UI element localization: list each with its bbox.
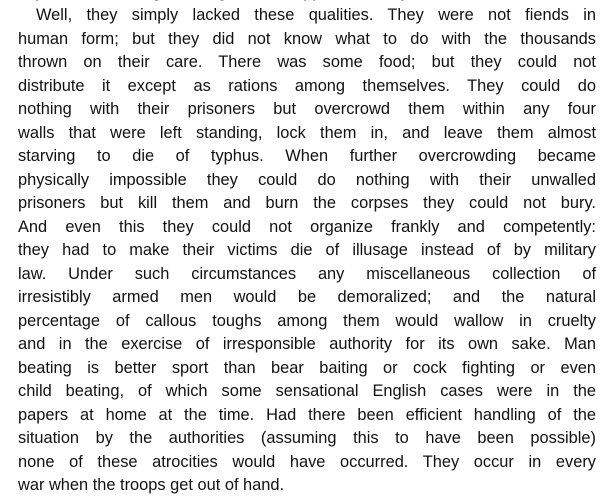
paragraph-line: And even this they could not organize frankly and competently: (18, 217, 596, 236)
body-paragraph (18, 4, 596, 498)
paragraph-line: starving to die of typhus. When further overcrowding became (18, 147, 596, 165)
paragraph-line: prisoners but kill them and burn the corpses they could not bury. (18, 194, 596, 212)
paragraph-line: thrown on their care. There was some food; but they could not (18, 53, 596, 71)
cut-off-top-line (18, 0, 596, 4)
paragraph-line: beating is better sport than bear baiting or cock fighting or even (18, 358, 596, 377)
paragraph-line: nothing with their prisoners but overcrowd them within any four (18, 100, 596, 118)
paragraph-line: physically impossible they could do nothing with their unwalled (18, 170, 596, 189)
paragraph-line: papers at home at the time. Had there been efficient handling of the (18, 405, 596, 424)
paragraph-line: situation by the authorities (assuming this to have been possible) (18, 429, 596, 447)
paragraph-line: Well, they simply lacked these qualities. They were not fiends in (36, 6, 596, 24)
document-page (18, 0, 596, 494)
paragraph-line: none of these atrocities would have occurred. They occur in every (18, 452, 596, 471)
paragraph-line: child beating, of which some sensational English cases were in the (18, 382, 596, 400)
paragraph-line: they had to make their victims die of illusage instead of by military (18, 241, 596, 259)
cut-off-text (18, 0, 440, 2)
paragraph-line: human form; but they did not know what to do with the thousands (18, 29, 596, 48)
paragraph-line: irresistibly armed men would be demoralized; and the natural (18, 288, 596, 306)
paragraph-line: distribute it except as rations among themselves. They could do (18, 76, 596, 95)
paragraph-line: war when the troops get out of hand. (18, 476, 285, 494)
paragraph-line: percentage of callous toughs among them would wallow in cruelty (18, 311, 596, 330)
paragraph-line: walls that were left standing, lock them in, and leave them almost (18, 123, 596, 142)
paragraph-line: and in the exercise of irresponsible authority for its own sake. Man (18, 335, 596, 353)
paragraph-line: law. Under such circumstances any miscellaneous collection of (18, 264, 596, 283)
